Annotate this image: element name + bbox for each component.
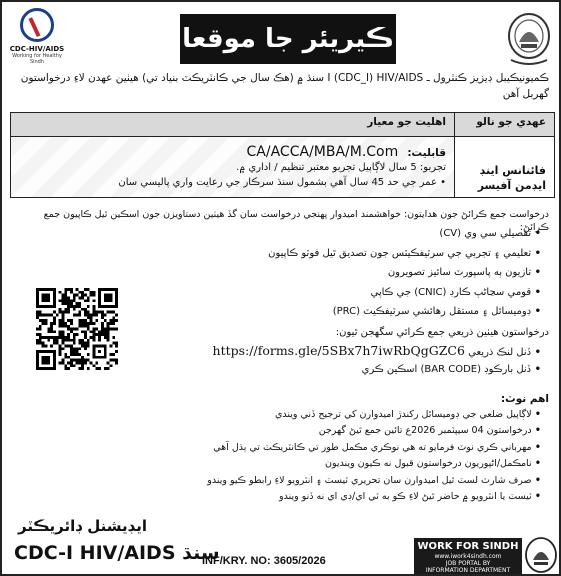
qualification-value: CA/ACCA/MBA/M.Com [246, 144, 399, 160]
list-item: • قومي سڃاڻپ ڪارڊ (CNIC) جي ڪاپي [152, 283, 541, 303]
logo-tagline: Working for Healthy Sindh [12, 53, 62, 65]
online-application-list [142, 342, 541, 378]
positions-table [10, 112, 555, 198]
sindh-government-seal-icon [507, 10, 551, 66]
list-item: • تفصيلي سي وي (CV) [152, 224, 541, 244]
list-item: • تعليمي ۽ تجربي جي سرٽيفڪيٽس جون تصديق ٿيل فوٽو ڪاپيون [152, 244, 541, 264]
column-header-post: عهدي جو نالو [455, 113, 555, 137]
list-item: • درخواستون 04 سيپٽمبر 2026ع تائين جمع ٿيڻ گهرجن [22, 423, 541, 439]
online-application-heading: درخواستون هيٺين ذريعي جمع ڪرائي سگهجن ٿيون: [335, 327, 549, 338]
portal-line-1: JOB PORTAL BY [445, 560, 491, 567]
list-item: • لاڳاپيل ضلعي جي ڊوميسائل رکندڙ اميدوارن کي ترجيح ڏني ويندي [22, 407, 541, 423]
work-for-sindh-banner[interactable] [414, 538, 522, 574]
important-notes-list [22, 407, 541, 505]
post-name: فائنانس اينڊ ايڊمن آفيسر [455, 137, 555, 198]
age-limit: • عمر جي حد 45 سال آهي بشمول سنڌ سرڪار جي رعايت واري پاليسي سان [118, 177, 446, 188]
column-header-eligibility: اهليت جو معيار [11, 113, 455, 137]
list-item [142, 342, 541, 361]
list-item: • ڏنل بارڪوڊ (BAR CODE) اسڪين ڪري [142, 361, 541, 378]
qualification-label: قابليت: [407, 147, 446, 159]
list-item: • ٽيسٽ يا انٽرويو ۾ حاضر ٿيڻ لاءِ ڪو به ٽي اي/ڊي اي نه ڏنو ويندو [22, 489, 541, 505]
important-notes-heading: اهم نوٽ: [500, 393, 549, 405]
qr-code[interactable] [36, 288, 118, 370]
list-item: • صرف شارٽ لسٽ ٿيل اميدوارن سان تحريري ٽيسٽ ۽ انٽرويو لاءِ رابطو ڪيو ويندو [22, 473, 541, 489]
experience-requirement: تجربو: 5 سال لاڳاپيل تجربو معتبر تنظيم / اداري ۾. [236, 162, 446, 173]
information-department-seal-icon [524, 536, 558, 574]
list-item: • تازيون ٻه پاسپورٽ سائيز تصويرون [152, 263, 541, 283]
cdc-hiv-aids-logo [8, 8, 66, 74]
portal-line-2: INFORMATION DEPARTMENT [425, 567, 511, 574]
logo-name: CDC-HIV/AIDS [9, 45, 65, 53]
required-documents-list [152, 224, 541, 322]
ribbon-icon [20, 8, 54, 42]
table-header-row [11, 113, 555, 137]
table-row [11, 137, 555, 198]
reference-number: INF/KRY. NO: 3605/2026 [202, 555, 326, 567]
list-item: • ڊوميسائل ۽ مستقل رهائشي سرٽيفڪيٽ (PRC) [152, 302, 541, 322]
application-form-link[interactable]: https://forms.gle/5SBx7h7iwRbQgGZC6 [212, 343, 465, 358]
signatory-organization: CDC-I HIV/AIDS سنڌ [14, 542, 220, 564]
page-title: ڪيريئر جا موقعا [180, 14, 396, 64]
list-item: • نامڪمل/اڻپوريون درخواستون قبول نه ڪيون وينديون [22, 456, 541, 472]
portal-title: WORK FOR SINDH [417, 541, 519, 552]
portal-url[interactable]: www.iwork4sindh.com [434, 553, 502, 560]
list-item: • مهرباني ڪري نوٽ فرمايو ته هي نوڪري مڪمل طور تي ڪانٽريڪٽ تي ٻڌل آهي [22, 440, 541, 456]
intro-text: ڪميونيڪيبل ڊيزيز ڪنٽرول ـ I (CDC_I) HIV/AIDS سنڌ ۾ (هڪ سال جي ڪانٽريڪٽ بنياد تي) هيٺين عهدن لاءِ درخواستون گهربل آهن [20, 72, 549, 100]
link-label: ڏنل لنڪ ذريعي [468, 347, 532, 358]
eligibility-criteria [11, 137, 455, 198]
signatory-title: ايڊيشنل ڊائريڪٽر [18, 517, 148, 535]
application-instructions: درخواست جمع ڪرائڻ جون هدايتون: خواهشمند اميدوار پهنجي درخواست سان گڏ هيٺين دستاويزن جون اسڪين ٿيل ڪاپيون جمع ڪرائڻ: [43, 209, 549, 233]
